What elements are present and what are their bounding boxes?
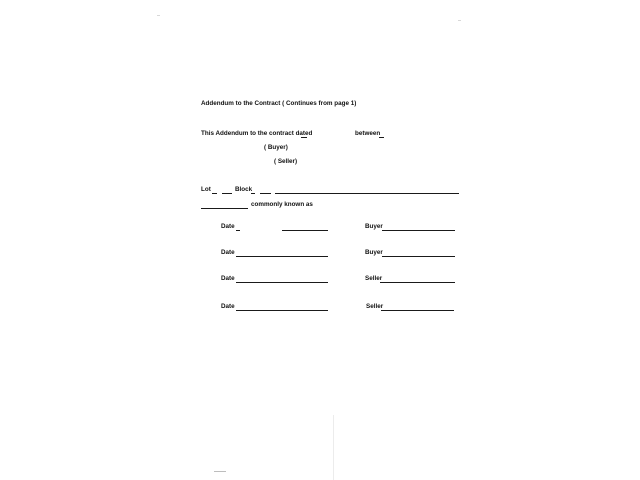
scan-speck <box>214 471 226 472</box>
date-field[interactable] <box>236 230 240 231</box>
scan-speck <box>458 20 461 21</box>
seller-parenthetical: ( Seller) <box>274 158 298 165</box>
date-field-2[interactable] <box>282 230 328 231</box>
date-label: Date <box>221 303 235 310</box>
commonly-known-as-label: commonly known as <box>251 201 313 208</box>
seller-label: Seller <box>366 303 384 310</box>
date-field[interactable] <box>236 310 328 311</box>
scan-fold-line <box>333 415 334 480</box>
scan-speck <box>157 15 160 16</box>
between-label: between <box>355 130 381 137</box>
lot-label: Lot <box>201 186 211 193</box>
date-label: Date <box>221 275 235 282</box>
date-field[interactable] <box>236 282 328 283</box>
buyer-label: Buyer <box>365 223 383 230</box>
buyer-signature-field[interactable] <box>382 256 455 257</box>
buyer-parenthetical: ( Buyer) <box>264 144 288 151</box>
seller-label: Seller <box>365 275 383 282</box>
seller-signature-field[interactable] <box>380 282 455 283</box>
intro-text: This Addendum to the contract dated <box>201 130 313 137</box>
buyer-signature-field[interactable] <box>382 230 455 231</box>
date-label: Date <box>221 249 235 256</box>
property-description-field[interactable] <box>275 193 459 194</box>
date-label: Date <box>221 223 235 230</box>
buyer-label: Buyer <box>365 249 383 256</box>
between-field[interactable] <box>379 137 384 138</box>
block-field[interactable] <box>251 193 255 194</box>
lot-field-2[interactable] <box>222 193 232 194</box>
page-title: Addendum to the Contract ( Continues from page 1) <box>201 100 357 107</box>
lot-field[interactable] <box>212 193 217 194</box>
contract-date-field[interactable] <box>301 137 307 138</box>
date-field[interactable] <box>236 256 328 257</box>
property-address-field[interactable] <box>201 208 248 209</box>
block-field-2[interactable] <box>260 193 271 194</box>
block-label: Block <box>235 186 253 193</box>
seller-signature-field[interactable] <box>381 310 454 311</box>
